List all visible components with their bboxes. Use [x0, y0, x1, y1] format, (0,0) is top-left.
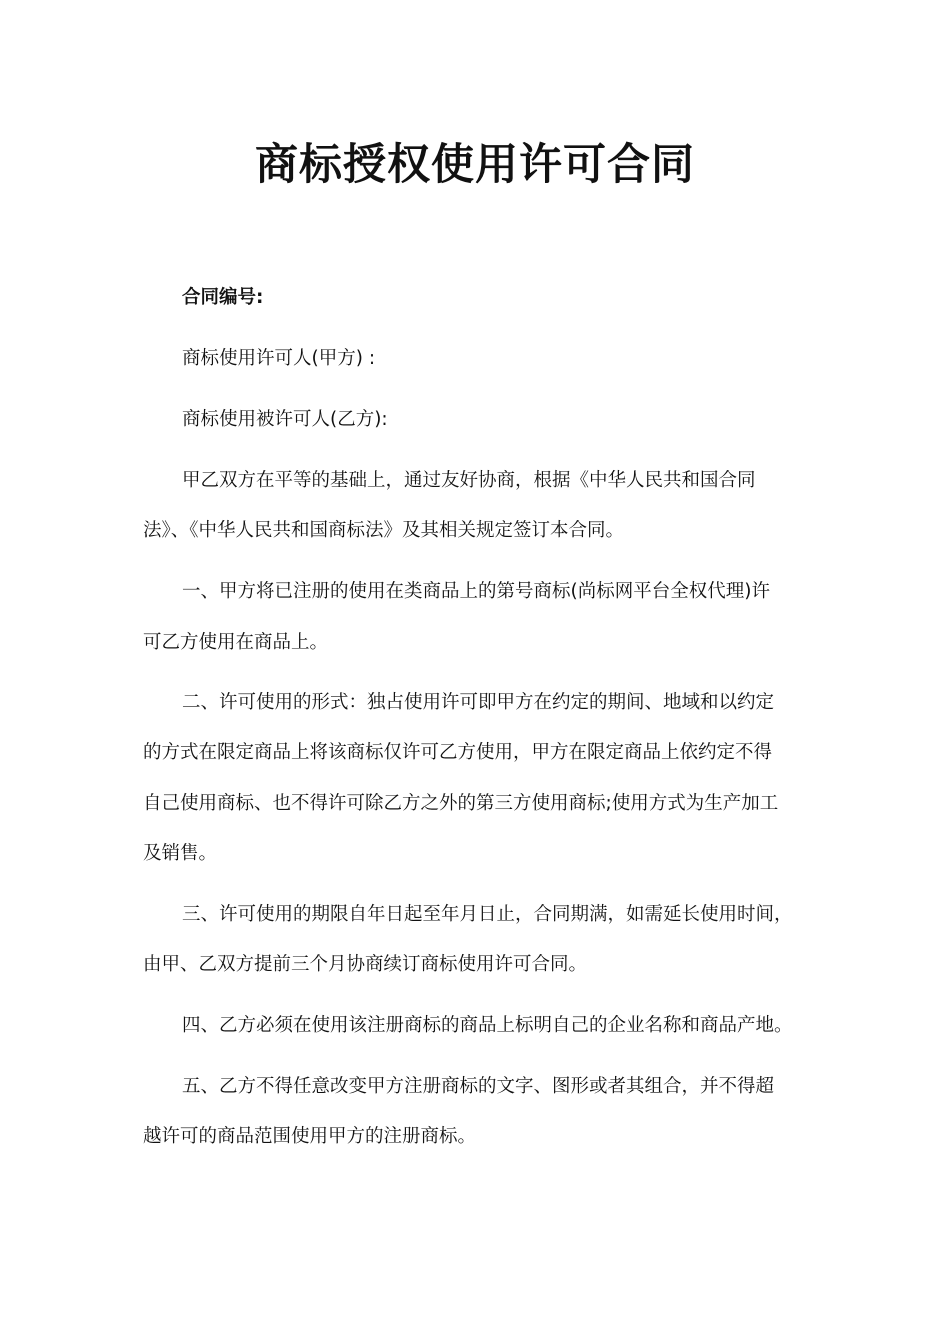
paragraph-line: 三、许可使用的期限自年日起至年月日止，合同期满，如需延长使用时间，: [182, 904, 793, 925]
paragraph-line: 越许可的商品范围使用甲方的注册商标。: [143, 1126, 477, 1147]
paragraph-line: 甲乙双方在平等的基础上，通过友好协商，根据《中华人民共和国合同: [182, 470, 756, 491]
paragraph-line: 四、乙方必须在使用该注册商标的商品上标明自己的企业名称和商品产地。: [182, 1015, 793, 1036]
paragraph-line: 自己使用商标、也不得许可除乙方之外的第三方使用商标;使用方式为生产加工: [143, 793, 779, 814]
paragraph-line: 二、许可使用的形式：独占使用许可即甲方在约定的期间、地域和以约定: [182, 692, 775, 713]
paragraph-line: 五、乙方不得任意改变甲方注册商标的文字、图形或者其组合，并不得超: [182, 1076, 775, 1097]
licensor-label: 商标使用许可人(甲方) :: [182, 348, 376, 369]
paragraph-line: 一、甲方将已注册的使用在类商品上的第号商标(尚标网平台全权代理)许: [182, 581, 770, 602]
paragraph-line: 及销售。: [143, 843, 218, 864]
licensee-label: 商标使用被许可人(乙方):: [182, 409, 388, 430]
paragraph-line: 的方式在限定商品上将该商标仅许可乙方使用，甲方在限定商品上依约定不得: [143, 742, 773, 763]
paragraph-line: 可乙方使用在商品上。: [143, 632, 329, 653]
paragraph-line: 由甲、乙双方提前三个月协商续订商标使用许可合同。: [143, 954, 588, 975]
contract-number-label: 合同编号:: [182, 287, 264, 308]
paragraph-line: 法》、《中华人民共和国商标法》及其相关规定签订本合同。: [143, 520, 625, 541]
document-title: 商标授权使用许可合同: [255, 140, 695, 190]
